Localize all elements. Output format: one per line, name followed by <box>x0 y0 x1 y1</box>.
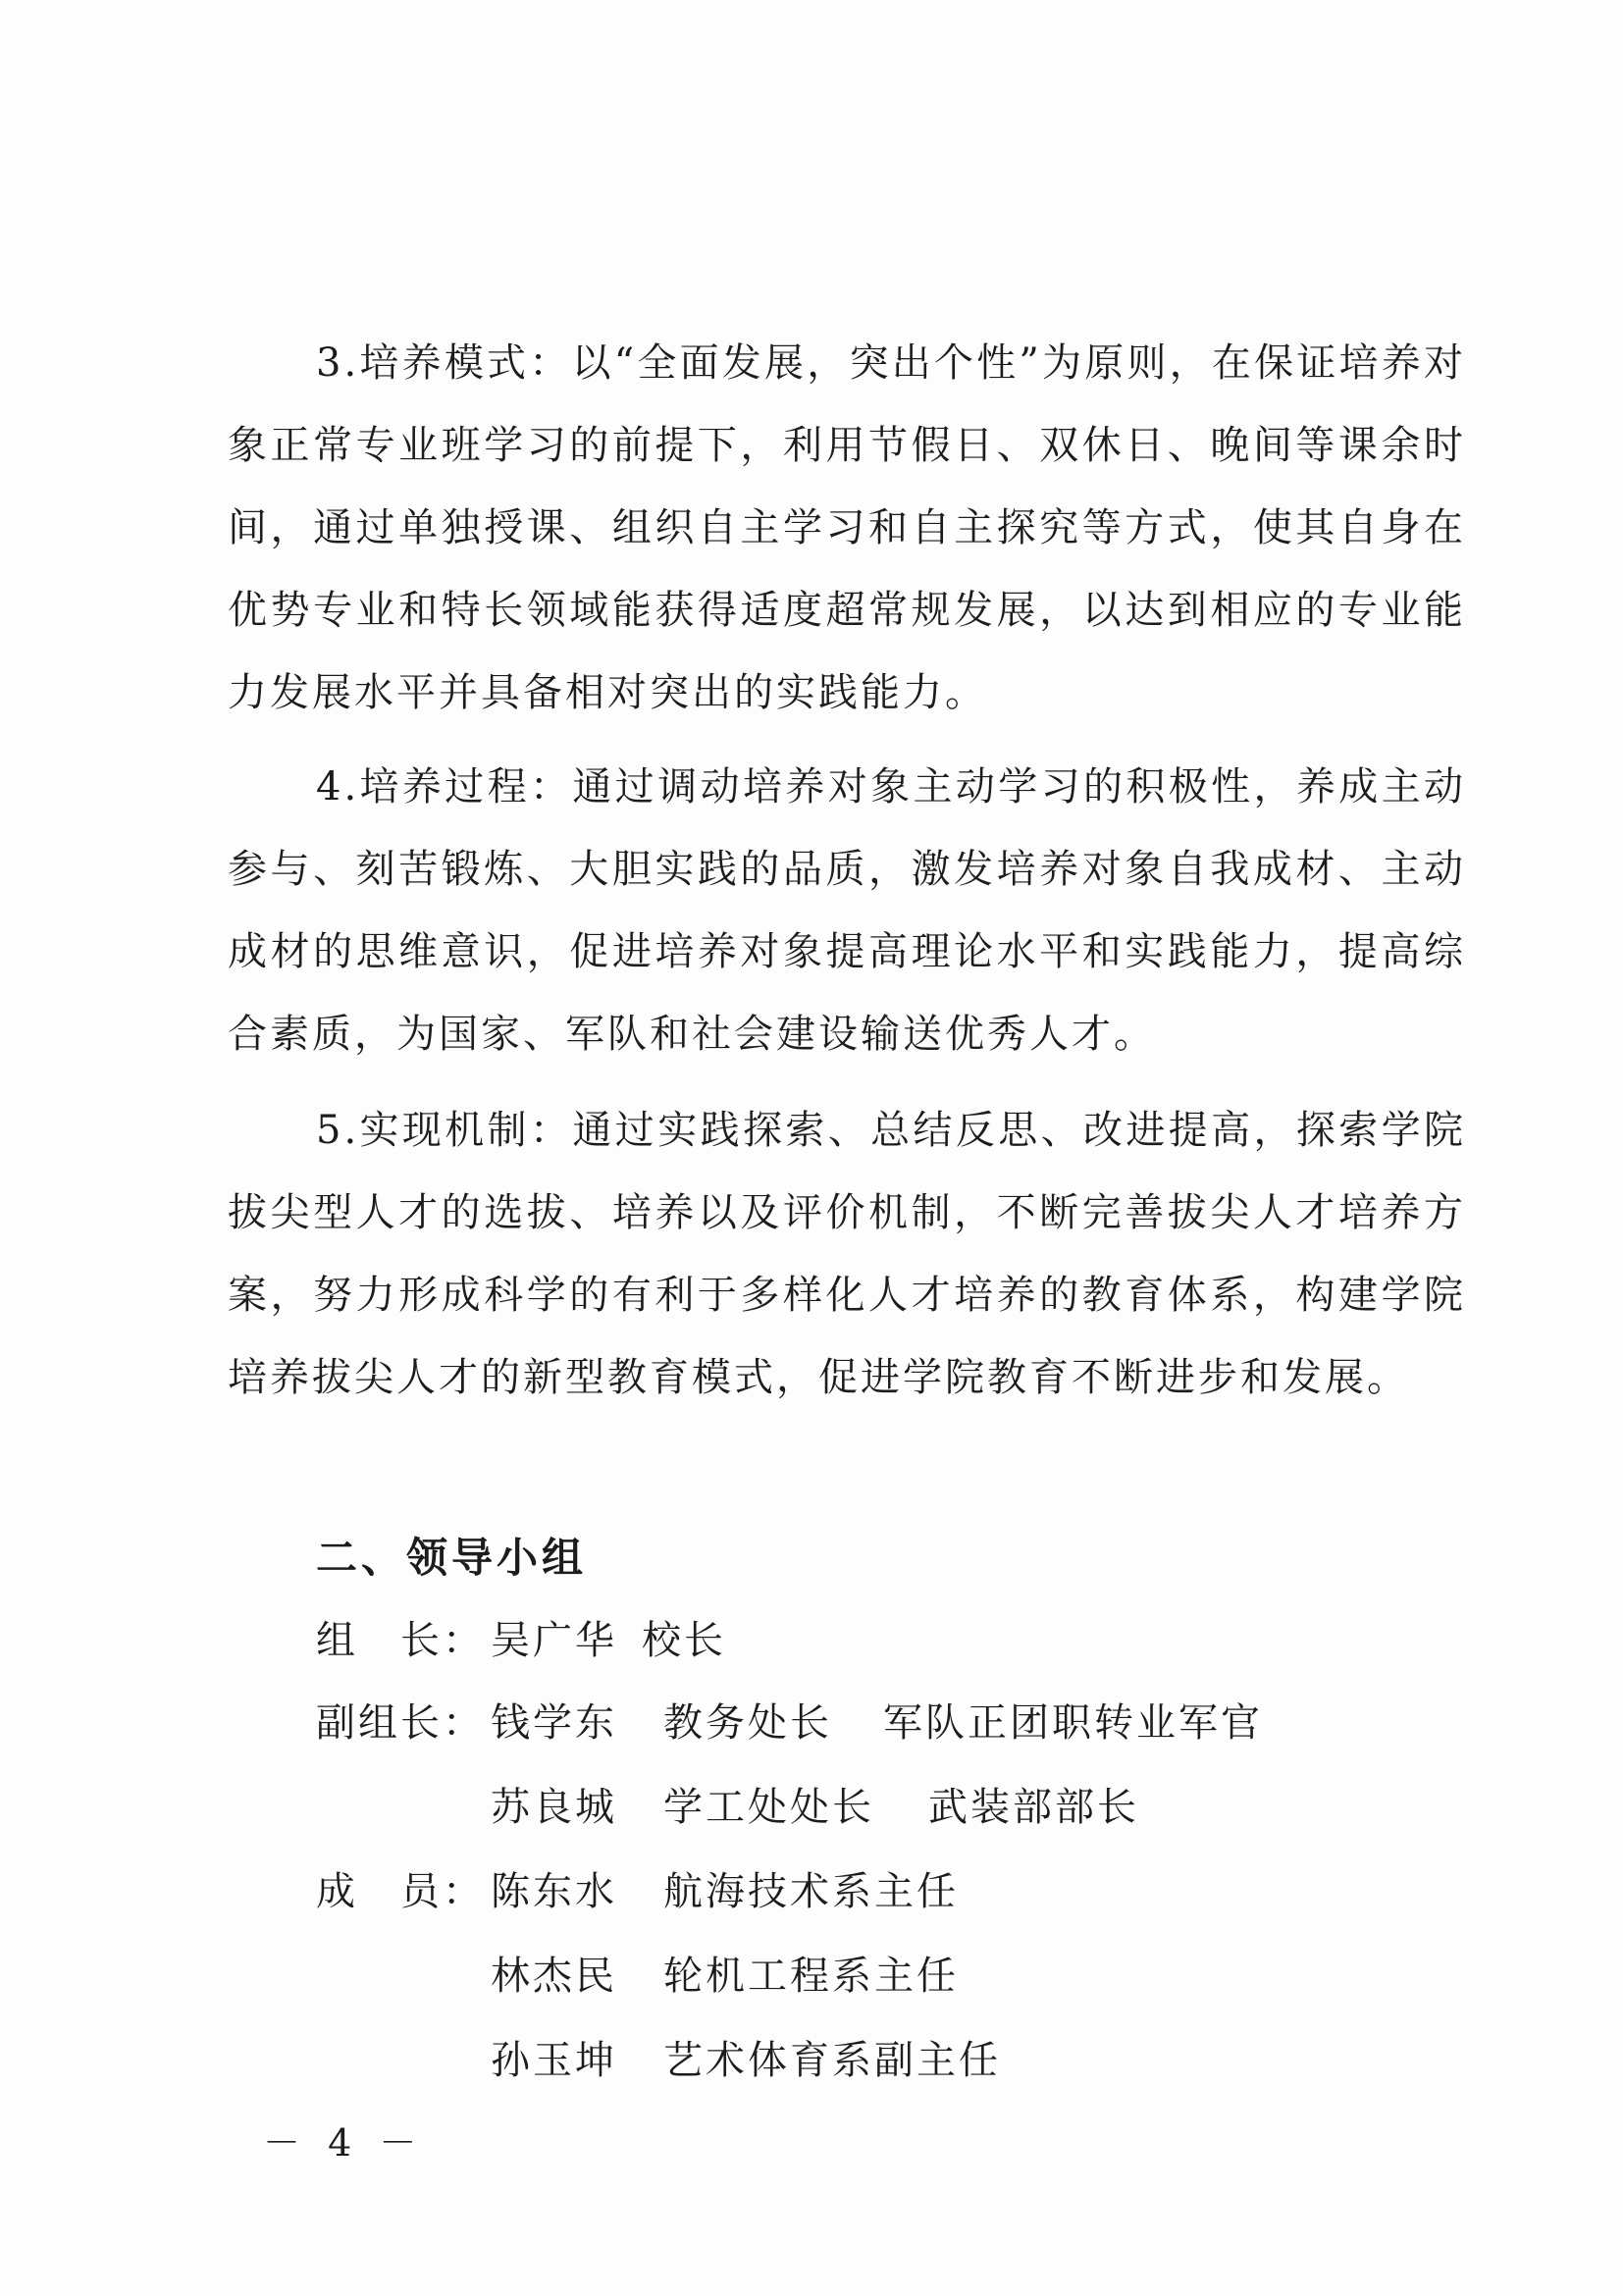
leader-role-label: 组 长： <box>316 1618 485 1663</box>
leader-title-secondary: 军队正团职转业军官 <box>883 1700 1263 1746</box>
leader-name: 吴广华 <box>491 1618 617 1663</box>
leader-row-member-1 <box>0 1851 1623 1933</box>
leader-title: 艺术体育系副主任 <box>663 2038 1001 2083</box>
leader-title: 航海技术系主任 <box>663 1869 959 1914</box>
leader-row-deputy-leader-1 <box>0 1682 1623 1764</box>
leader-row-deputy-leader-2 <box>0 1766 1623 1849</box>
leader-role-label: 副组长： <box>316 1700 485 1746</box>
leader-role-label: 成 员： <box>316 1869 485 1914</box>
leader-name: 林杰民 <box>491 1954 617 1999</box>
section-heading-leadership-group: 二、领导小组 <box>316 1534 588 1582</box>
leader-name: 苏良城 <box>491 1785 617 1830</box>
paragraph-training-mode: 3.培养模式：以“全面发展，突出个性”为原则，在保证培养对象正常专业班学习的前提下，利用节假日、双休日、晚间等课余时间，通过单独授课、组织自主学习和自主探究等方式，使其自身在优势专业和特长领域能获得适度超常规发展，以达到相应的专业能力发展水平并具备相对突出的实践能力。 <box>228 340 1466 715</box>
leader-name: 陈东水 <box>491 1869 617 1914</box>
leader-title: 校长 <box>642 1618 726 1663</box>
leader-name: 孙玉坤 <box>491 2038 617 2083</box>
leader-title: 教务处长 <box>663 1700 832 1746</box>
leader-title: 轮机工程系主任 <box>663 1954 959 1999</box>
leader-row-group-leader <box>0 1599 1623 1682</box>
leader-title: 学工处处长 <box>663 1785 874 1830</box>
leader-row-member-3 <box>0 2019 1623 2102</box>
paragraph-training-process: 4.培养过程：通过调动培养对象主动学习的积极性，养成主动参与、刻苦锻炼、大胆实践的品质，激发培养对象自我成材、主动成材的思维意识，促进培养对象提高理论水平和实践能力，提高综合素质，为国家、军队和社会建设输送优秀人才。 <box>228 764 1466 1057</box>
leader-row-member-2 <box>0 1935 1623 2017</box>
page-number: － 4 － <box>263 2121 425 2165</box>
leader-title-secondary: 武装部部长 <box>928 1785 1139 1830</box>
leader-name: 钱学东 <box>491 1700 617 1746</box>
paragraph-implementation-mechanism: 5.实现机制：通过实践探索、总结反思、改进提高，探索学院拔尖型人才的选拔、培养以及评价机制，不断完善拔尖人才培养方案，努力形成科学的有利于多样化人才培养的教育体系，构建学院培养拔尖人才的新型教育模式，促进学院教育不断进步和发展。 <box>228 1108 1466 1400</box>
